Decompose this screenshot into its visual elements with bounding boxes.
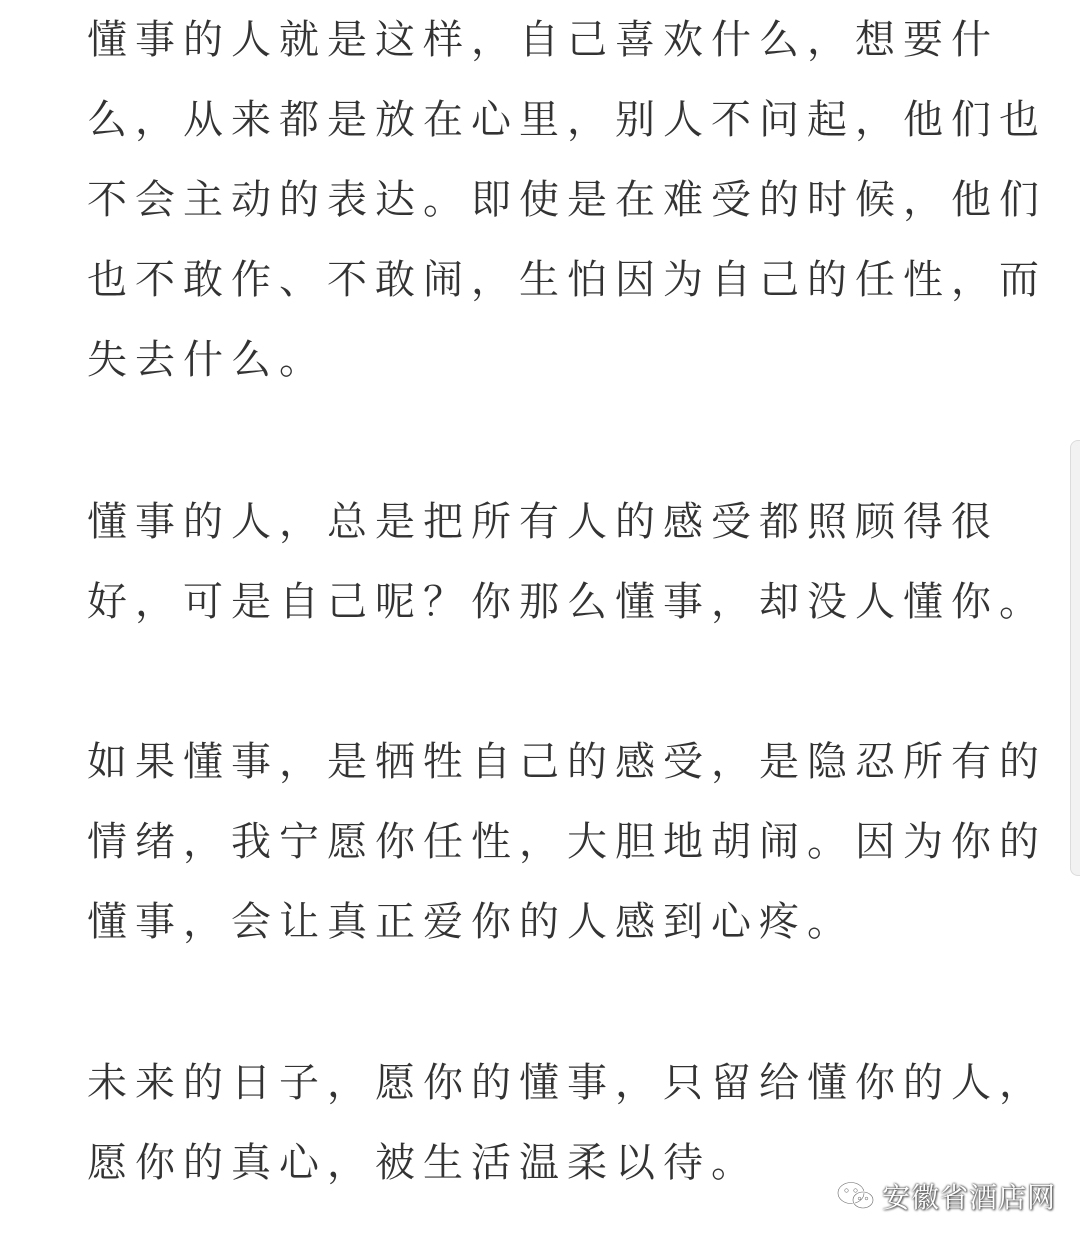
text-line: 也不敢作、不敢闹，生怕因为自己的任性，而	[87, 257, 1047, 303]
paragraph-2	[87, 482, 1047, 642]
watermark-text: 安徽省酒店网	[882, 1181, 1057, 1214]
text-line: 失去什么。	[87, 337, 327, 383]
paragraph-1	[87, 0, 1047, 400]
watermark	[836, 1176, 1056, 1216]
text-line: 懂事，会让真正爱你的人感到心疼。	[87, 899, 855, 945]
text-line: 懂事的人就是这样，自己喜欢什么，想要什	[87, 17, 999, 63]
text-line: 么，从来都是放在心里，别人不问起，他们也	[87, 97, 1047, 143]
text-line: 好，可是自己呢？你那么懂事，却没人懂你。	[87, 579, 1047, 625]
text-line: 未来的日子，愿你的懂事，只留给懂你的人，	[87, 1060, 1047, 1106]
text-line: 愿你的真心，被生活温柔以待。	[87, 1140, 759, 1186]
text-line: 不会主动的表达。即使是在难受的时候，他们	[87, 177, 1047, 223]
text-line: 如果懂事，是牺牲自己的感受，是隐忍所有的	[87, 739, 1047, 785]
wechat-icon	[836, 1180, 876, 1212]
text-line: 情绪，我宁愿你任性，大胆地胡闹。因为你的	[87, 819, 1047, 865]
paragraph-3	[87, 722, 1047, 962]
text-line: 懂事的人，总是把所有人的感受都照顾得很	[87, 499, 999, 545]
scrollbar[interactable]	[1070, 440, 1080, 876]
